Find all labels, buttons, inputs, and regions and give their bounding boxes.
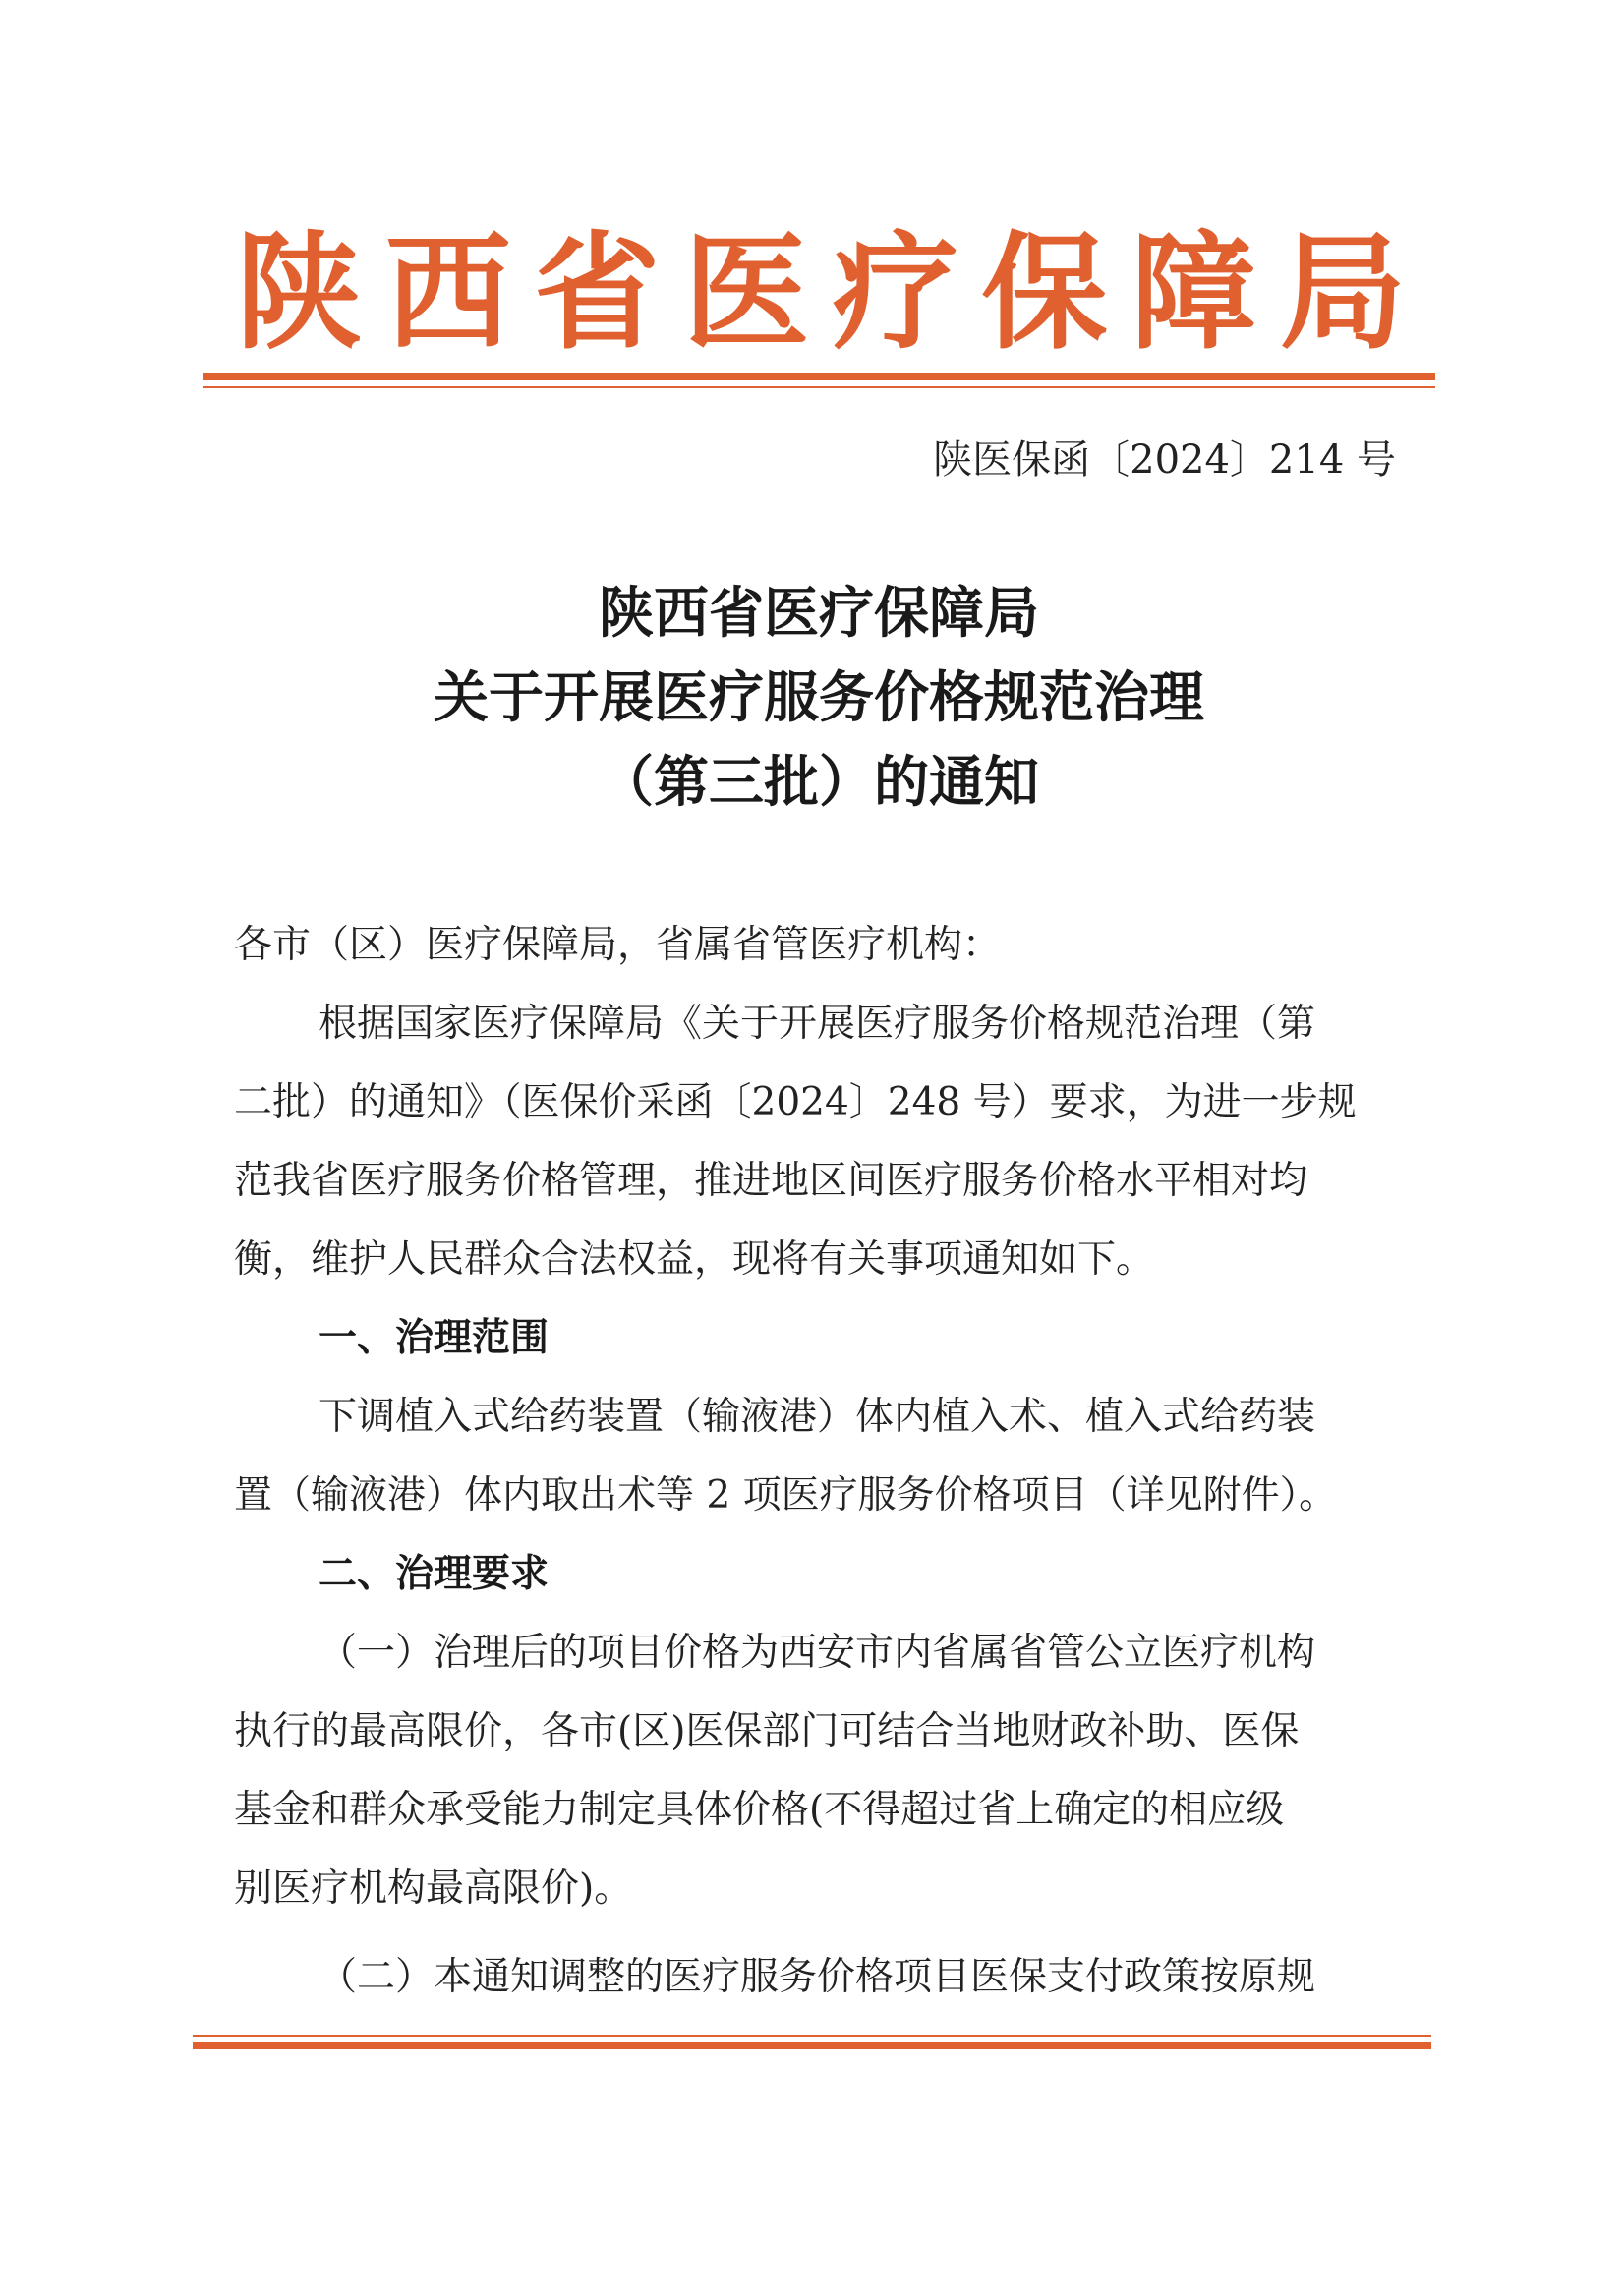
- paragraph-line: 二批）的通知》（医保价采函〔2024〕248 号）要求，为进一步规: [234, 1080, 1357, 1124]
- letterhead-divider-thick: [203, 373, 1435, 380]
- footer-divider-thick: [193, 2042, 1431, 2049]
- paragraph-line: 置（输液港）体内取出术等 2 项医疗服务价格项目（详见附件）。: [234, 1473, 1338, 1518]
- paragraph-line: 下调植入式给药装置（输液港）体内植入术、植入式给药装: [319, 1395, 1316, 1439]
- letterhead-divider-thin: [203, 386, 1435, 388]
- paragraph-line: （一）治理后的项目价格为西安市内省属省管公立医疗机构: [319, 1631, 1316, 1675]
- document-title-line-3: （第三批）的通知: [599, 751, 1039, 815]
- paragraph-line: 根据国家医疗保障局《关于开展医疗服务价格规范治理（第: [319, 1002, 1316, 1046]
- section-heading: 二、治理要求: [319, 1552, 550, 1596]
- section-heading: 一、治理范围: [319, 1316, 550, 1360]
- letterhead-char: 省: [534, 219, 661, 367]
- paragraph-line: 范我省医疗服务价格管理，推进地区间医疗服务价格水平相对均: [234, 1159, 1308, 1203]
- salutation: 各市（区）医疗保障局，省属省管医疗机构：: [234, 923, 1002, 967]
- letterhead: [236, 219, 1406, 367]
- letterhead-char: 障: [1131, 219, 1257, 367]
- document-title-line-2: 关于开展医疗服务价格规范治理: [434, 666, 1204, 730]
- paragraph-line: 执行的最高限价，各市(区)医保部门可结合当地财政补助、医保: [234, 1709, 1300, 1753]
- letterhead-char: 局: [1279, 219, 1406, 367]
- document-number: 陕医保函〔2024〕214 号: [933, 437, 1396, 483]
- footer-divider-thin: [193, 2035, 1431, 2037]
- letterhead-char: 西: [384, 219, 511, 367]
- paragraph-line: 衡，维护人民群众合法权益，现将有关事项通知如下。: [234, 1237, 1155, 1282]
- letterhead-char: 医: [683, 219, 810, 367]
- paragraph-line: 基金和群众承受能力制定具体价格(不得超过省上确定的相应级: [234, 1788, 1285, 1832]
- paragraph-line: （二）本通知调整的医疗服务价格项目医保支付政策按原规: [319, 1955, 1316, 1999]
- document-title-line-1: 陕西省医疗保障局: [599, 582, 1039, 646]
- letterhead-char: 疗: [832, 219, 958, 367]
- letterhead-char: 保: [981, 219, 1108, 367]
- letterhead-char: 陕: [236, 219, 363, 367]
- paragraph-line: 别医疗机构最高限价)。: [234, 1866, 633, 1911]
